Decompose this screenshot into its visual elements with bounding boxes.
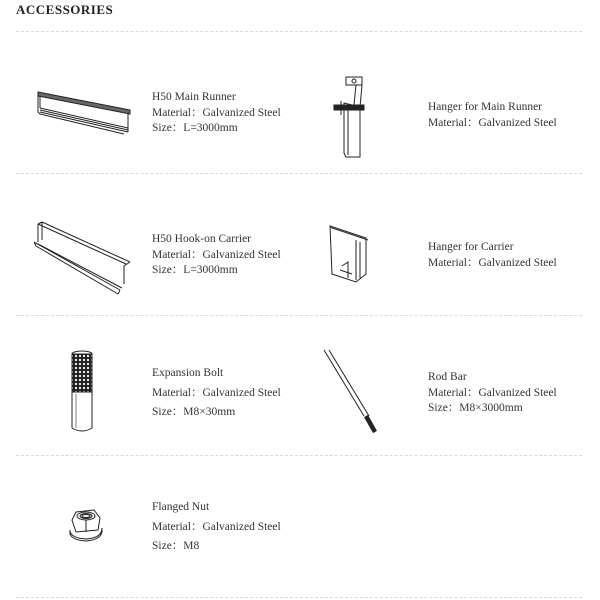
divider — [16, 597, 582, 598]
divider — [16, 173, 582, 174]
product-material: Material：Galvanized Steel — [428, 256, 557, 269]
hook-on-carrier-icon — [34, 218, 134, 298]
rod-bar-icon — [320, 348, 380, 440]
product-name: H50 Hook-on Carrier — [152, 233, 252, 245]
product-size: Size：L=3000mm — [152, 122, 238, 134]
main-runner-icon — [36, 90, 132, 138]
product-name: Flanged Nut — [152, 501, 210, 513]
product-material: Material：Galvanized Steel — [152, 106, 281, 119]
product-size: Size：L=3000mm — [152, 264, 238, 276]
main-runner-hanger-icon — [332, 75, 372, 159]
product-name: H50 Main Runner — [152, 91, 236, 103]
carrier-hanger-icon — [326, 222, 374, 286]
product-size: Size：M8×3000mm — [428, 402, 523, 414]
flanged-nut-icon — [68, 508, 104, 542]
product-name: Hanger for Carrier — [428, 241, 514, 253]
expansion-bolt-icon — [70, 350, 94, 434]
product-material: Material：Galvanized Steel — [152, 520, 281, 533]
product-name: Rod Bar — [428, 371, 467, 383]
product-size: Size：M8×30mm — [152, 406, 236, 418]
page-title: ACCESSORIES — [16, 2, 114, 17]
product-material: Material：Galvanized Steel — [428, 116, 557, 129]
divider — [16, 455, 582, 456]
product-material: Material：Galvanized Steel — [152, 248, 281, 261]
divider — [16, 31, 582, 32]
product-name: Hanger for Main Runner — [428, 101, 543, 113]
product-material: Material：Galvanized Steel — [152, 386, 281, 399]
product-material: Material：Galvanized Steel — [428, 386, 557, 399]
product-name: Expansion Bolt — [152, 367, 224, 379]
product-size: Size：M8 — [152, 540, 200, 552]
divider — [16, 315, 582, 316]
